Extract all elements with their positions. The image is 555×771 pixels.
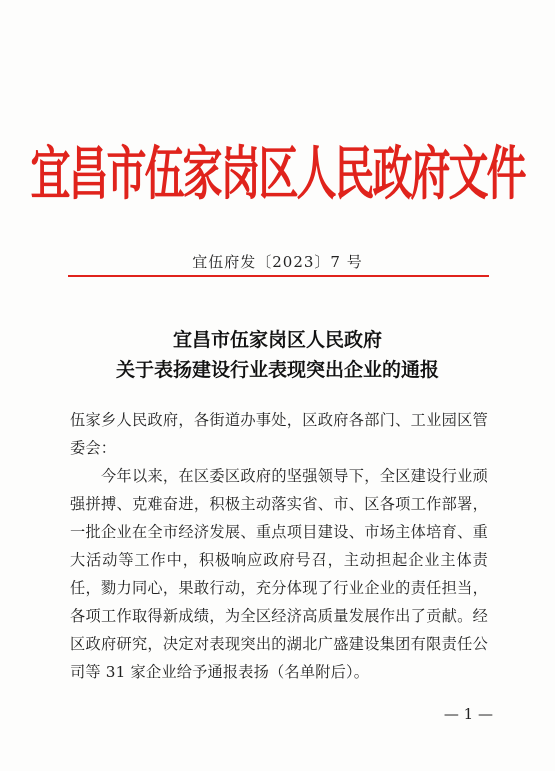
page-number: — 1 — (443, 705, 493, 723)
document-title-line-1: 宜昌市伍家岗区人民政府 (172, 329, 382, 351)
document-number: 宜伍府发〔2023〕7 号 (192, 253, 363, 271)
body-paragraph: 今年以来，在区委区政府的坚强领导下，全区建设行业顽强拼搏、克难奋进，积极主动落实省、市、区各项工作部署，一批企业在全市经济发展、重点项目建设、市场主体培育、重大活动等工作中，积极响应政府号召，主动担起企业主体责任，勠力同心，果敢行动，充分体现了行业企业的责任担当，各项工作取得新成绩，为全区经济高质量发展作出了贡献。经区政府研究，决定对表现突出的湖北广盛建设集团有限责任公司等 31 家企业给予通报表扬（名单附后）。 (70, 467, 488, 681)
addressee: 伍家乡人民政府，各街道办事处，区政府各部门、工业园区管委会： (70, 411, 488, 457)
document-title-line-2: 关于表扬建设行业表现突出企业的通报 (115, 359, 439, 381)
document-header: 宜昌市伍家岗区人民政府文件 (30, 139, 525, 208)
red-divider-line (68, 275, 489, 277)
